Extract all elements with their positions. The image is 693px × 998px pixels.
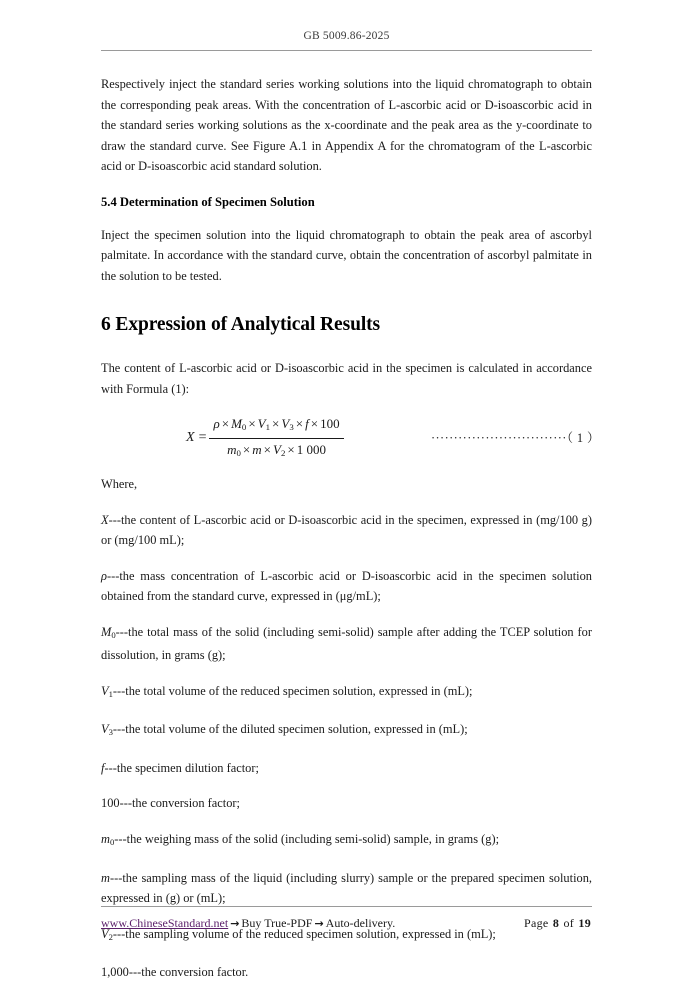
definition-text: ---the conversion factor; <box>119 796 241 811</box>
formula-term: 100 <box>320 416 340 431</box>
multiplication-sign: × <box>221 416 230 431</box>
definition-item <box>101 510 592 551</box>
definition-item <box>101 868 592 909</box>
formula-equation-number: ······························（ 1 ） <box>431 431 600 445</box>
definition-item <box>101 566 592 607</box>
definition-text: ---the content of L-ascorbic acid or D-isoascorbic acid in the specimen, expressed in (mg/100 g) or (mg/100 mL); <box>101 512 592 547</box>
multiplication-sign: × <box>272 416 280 431</box>
definition-item <box>101 681 592 705</box>
formula-term: $V_1$ <box>257 416 271 432</box>
definition-text: ---the weighing mass of the solid (including semi-solid) sample, in grams (g); <box>114 831 500 846</box>
formula-numerator <box>209 414 343 439</box>
definition-text: ---the specimen dilution factor; <box>104 760 259 775</box>
multiplication-sign: × <box>287 441 295 457</box>
standard-code-header: GB 5009.86-2025 <box>303 30 390 42</box>
multiplication-sign: × <box>248 416 256 431</box>
formula-term: $M_0$ <box>231 416 247 432</box>
footer-divider <box>101 906 592 907</box>
definition-symbol: $V_2$ <box>101 926 113 942</box>
footer-buy-text: Buy True-PDF <box>241 916 313 930</box>
heading-5-4-determination: 5.4 Determination of Specimen Solution <box>101 194 315 209</box>
multiplication-sign: × <box>295 416 304 431</box>
definition-symbol: X <box>101 512 109 527</box>
definition-symbol: $V_3$ <box>101 722 113 738</box>
page-footer <box>101 916 592 931</box>
page-content <box>101 74 600 998</box>
formula-fraction <box>209 414 343 463</box>
definition-text: ---the conversion factor. <box>128 965 249 980</box>
formula-denominator <box>209 439 343 463</box>
definition-symbol: ρ <box>101 568 107 583</box>
definition-text: ---the sampling volume of the reduced specimen solution, expressed in (mL); <box>112 926 496 941</box>
definition-symbol: $V_1$ <box>101 683 113 699</box>
page-header <box>101 28 592 44</box>
multiplication-sign: × <box>242 441 251 457</box>
definition-item <box>101 829 592 853</box>
definition-symbol: 1,000 <box>101 965 129 980</box>
chinesestandard-link[interactable]: www.ChineseStandard.net <box>101 916 229 930</box>
formula-term: ρ <box>213 416 220 431</box>
current-page-number: 8 <box>552 916 560 930</box>
page-indicator <box>524 916 592 931</box>
symbol-definitions-list <box>101 510 592 983</box>
formula-term: 1 000 <box>296 441 326 457</box>
heading-6-expression-of-analytical-results: 6 Expression of Analytical Results <box>101 314 381 335</box>
formula-term: $V_3$ <box>281 416 294 432</box>
of-label: of <box>563 916 575 930</box>
footer-delivery-text: Auto-delivery. <box>325 916 396 930</box>
paragraph-specimen-injection: Inject the specimen solution into the liquid chromatograph to obtain the peak area of ascorbyl palmitate. In accordance with the standard curve, obtain the concentration of ascorbyl palmitate in the solution to be tested. <box>101 227 592 283</box>
multiplication-sign: × <box>310 416 319 431</box>
multiplication-sign: × <box>263 441 271 457</box>
definition-item <box>101 758 592 779</box>
definition-text: ---the sampling mass of the liquid (including slurry) sample or the prepared specimen solution, expressed in (g) or (mL); <box>101 870 592 906</box>
formula-equals-sign: = <box>198 430 207 446</box>
formula-term: $m_0$ <box>227 441 241 458</box>
formula-lhs-symbol: X <box>186 430 195 446</box>
definition-symbol: 100 <box>101 796 120 811</box>
where-label: Where, <box>101 477 138 491</box>
arrow-right-icon-1: → <box>230 917 240 930</box>
header-divider <box>101 50 592 51</box>
formula-1 <box>186 414 344 463</box>
formula-term: $V_2$ <box>272 441 286 458</box>
footer-promo <box>101 916 395 931</box>
definition-symbol: f <box>101 760 105 775</box>
total-page-number: 19 <box>578 916 591 930</box>
definition-item <box>101 719 592 743</box>
definition-item <box>101 622 592 666</box>
formula-term: f <box>305 416 309 431</box>
definition-text: ---the total volume of the reduced specimen solution, expressed in (mL); <box>112 683 473 698</box>
paragraph-standard-curve: Respectively inject the standard series working solutions into the liquid chromatograph to obtain the corresponding peak areas. With the concentration of L-ascorbic acid or D-isoascorbic acid in the standard series working solutions as the x-coordinate and the peak area as the y-coordinate to draw the standard curve. See Figure A.1 in Appendix A for the chromatogram of the L-ascorbic acid or D-isoascorbic acid standard solution. <box>101 77 592 173</box>
definition-symbol: $m_0$ <box>101 831 115 848</box>
definition-symbol: m <box>101 870 110 885</box>
formula-term: m <box>252 441 262 457</box>
page-label: Page <box>524 916 549 930</box>
formula-block <box>101 414 600 460</box>
definition-text: ---the mass concentration of L-ascorbic acid or D-isoascorbic acid in the specimen solution obtained from the standard curve, expressed in (μg/mL); <box>101 568 592 603</box>
definition-text: ---the total volume of the diluted specimen solution, expressed in (mL); <box>112 722 468 737</box>
definition-item <box>101 793 592 814</box>
paragraph-formula-intro: The content of L-ascorbic acid or D-isoascorbic acid in the specimen is calculated in accordance with Formula (1): <box>101 361 592 396</box>
definition-symbol: $M_0$ <box>101 624 116 640</box>
definition-text: ---the total mass of the solid (including semi-solid) sample after adding the TCEP solution for dissolution, in grams (g); <box>101 624 592 663</box>
arrow-right-icon-2: → <box>314 917 324 930</box>
